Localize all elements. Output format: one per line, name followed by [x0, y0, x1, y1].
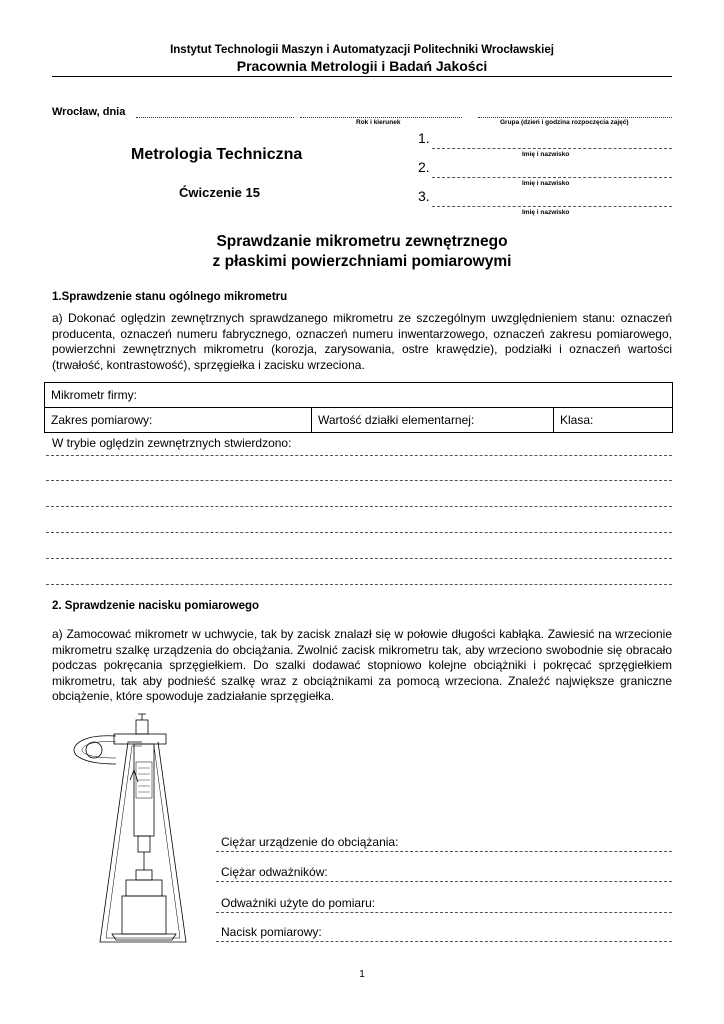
micrometer-firm-label: Mikrometr firmy:: [51, 388, 137, 402]
group-line[interactable]: [478, 117, 672, 118]
lab-name: Pracownia Metrologii i Badań Jakości: [236, 58, 488, 74]
findings-line-2[interactable]: [46, 480, 672, 481]
weights-used-line[interactable]: [216, 912, 672, 913]
page-number: 1: [359, 969, 365, 980]
student-3-line[interactable]: [432, 206, 672, 207]
year-direction-caption: Rok i kierunek: [356, 119, 401, 126]
student-3-caption: Imię i nazwisko: [522, 209, 570, 216]
findings-line-6[interactable]: [46, 584, 672, 585]
student-1-caption: Imię i nazwisko: [522, 151, 570, 158]
findings-line-4[interactable]: [46, 532, 672, 533]
header-rule: [52, 76, 672, 77]
institute-name: Instytut Technologii Maszyn i Automatyzacji Politechniki Wrocławskiej: [170, 44, 554, 56]
course-title: Metrologia Techniczna: [131, 146, 303, 163]
weights-weight-line[interactable]: [216, 881, 672, 882]
micrometer-info-table: [44, 382, 673, 433]
student-2-caption: Imię i nazwisko: [522, 180, 570, 187]
measuring-range-label: Zakres pomiarowy:: [51, 413, 153, 427]
exercise-number: Ćwiczenie 15: [179, 185, 260, 200]
section-1-instructions: a) Dokonać oględzin zewnętrznych sprawdzanego mikrometru ze szczególnym uwzględnieniem stanu: oznaczeń producenta, oznaczeń numeru fabrycznego, oznaczeń numeru inwentarzowego, oznaczeń zakresu pomiarowego, powierzchni zewnętrznych mikrometru (korozja, zarysowania, ostre krawędzie), podziałki i oznaczeń wartości (trwałość, kontrastowość), sprzęgiełka i zacisku wrzeciona.: [52, 311, 672, 372]
student-3-number: 3.: [418, 188, 430, 204]
group-caption: Grupa (dzień i godzina rozpoczęcia zajęć): [500, 119, 629, 126]
findings-line-3[interactable]: [46, 506, 672, 507]
findings-line-1[interactable]: [46, 455, 672, 456]
section-1-heading: 1.Sprawdzenie stanu ogólnego mikrometru: [52, 291, 288, 303]
division-value-label: Wartość działki elementarnej:: [318, 413, 475, 427]
division-value-cell[interactable]: [312, 408, 554, 433]
student-2-line[interactable]: [432, 177, 672, 178]
micrometer-loading-device-diagram: [64, 712, 206, 948]
load-device-weight-label: Ciężar urządzenie do obciążania:: [221, 835, 399, 849]
city-date-label: Wrocław, dnia: [52, 106, 126, 118]
student-2-number: 2.: [418, 159, 430, 175]
findings-label: W trybie oględzin zewnętrznych stwierdzono:: [52, 436, 292, 450]
measuring-force-label: Nacisk pomiarowy:: [221, 925, 322, 939]
findings-line-5[interactable]: [46, 558, 672, 559]
weights-weight-label: Ciężar odważników:: [221, 865, 328, 879]
date-line[interactable]: [136, 117, 294, 118]
student-1-line[interactable]: [432, 148, 672, 149]
student-1-number: 1.: [418, 130, 430, 146]
measuring-range-cell[interactable]: [45, 408, 312, 433]
section-2-heading: 2. Sprawdzenie nacisku pomiarowego: [52, 600, 260, 612]
exercise-title-line-1: Sprawdzanie mikrometru zewnętrznego: [216, 233, 508, 250]
year-direction-line[interactable]: [300, 117, 462, 118]
measuring-force-line[interactable]: [216, 941, 672, 942]
micrometer-firm-cell[interactable]: [45, 383, 673, 408]
class-cell[interactable]: [554, 408, 673, 433]
weights-used-label: Odważniki użyte do pomiaru:: [221, 896, 376, 910]
load-device-weight-line[interactable]: [216, 851, 672, 852]
section-2-instructions: a) Zamocować mikrometr w uchwycie, tak by zacisk znalazł się w połowie długości kabłąka. Zawiesić na wrzecionie mikrometru szalkę urządzenia do obciążania. Zwolnić zacisk mikrometru tak, aby wrzeciono swobodnie się obracało podczas pokręcania sprzęgiełkiem. Do szalki dodawać stopniowo kolejne obciążniki i pokręcać sprzęgiełkiem mikrometru, tak aby podnieść szalkę wraz z obciążnikami za pomocą wrzeciona. Znaleźć największe graniczne obciążenie, które spowoduje zadziałanie sprzęgiełka.: [52, 627, 672, 703]
class-label: Klasa:: [560, 413, 594, 427]
exercise-title-line-2: z płaskimi powierzchniami pomiarowymi: [212, 253, 512, 270]
